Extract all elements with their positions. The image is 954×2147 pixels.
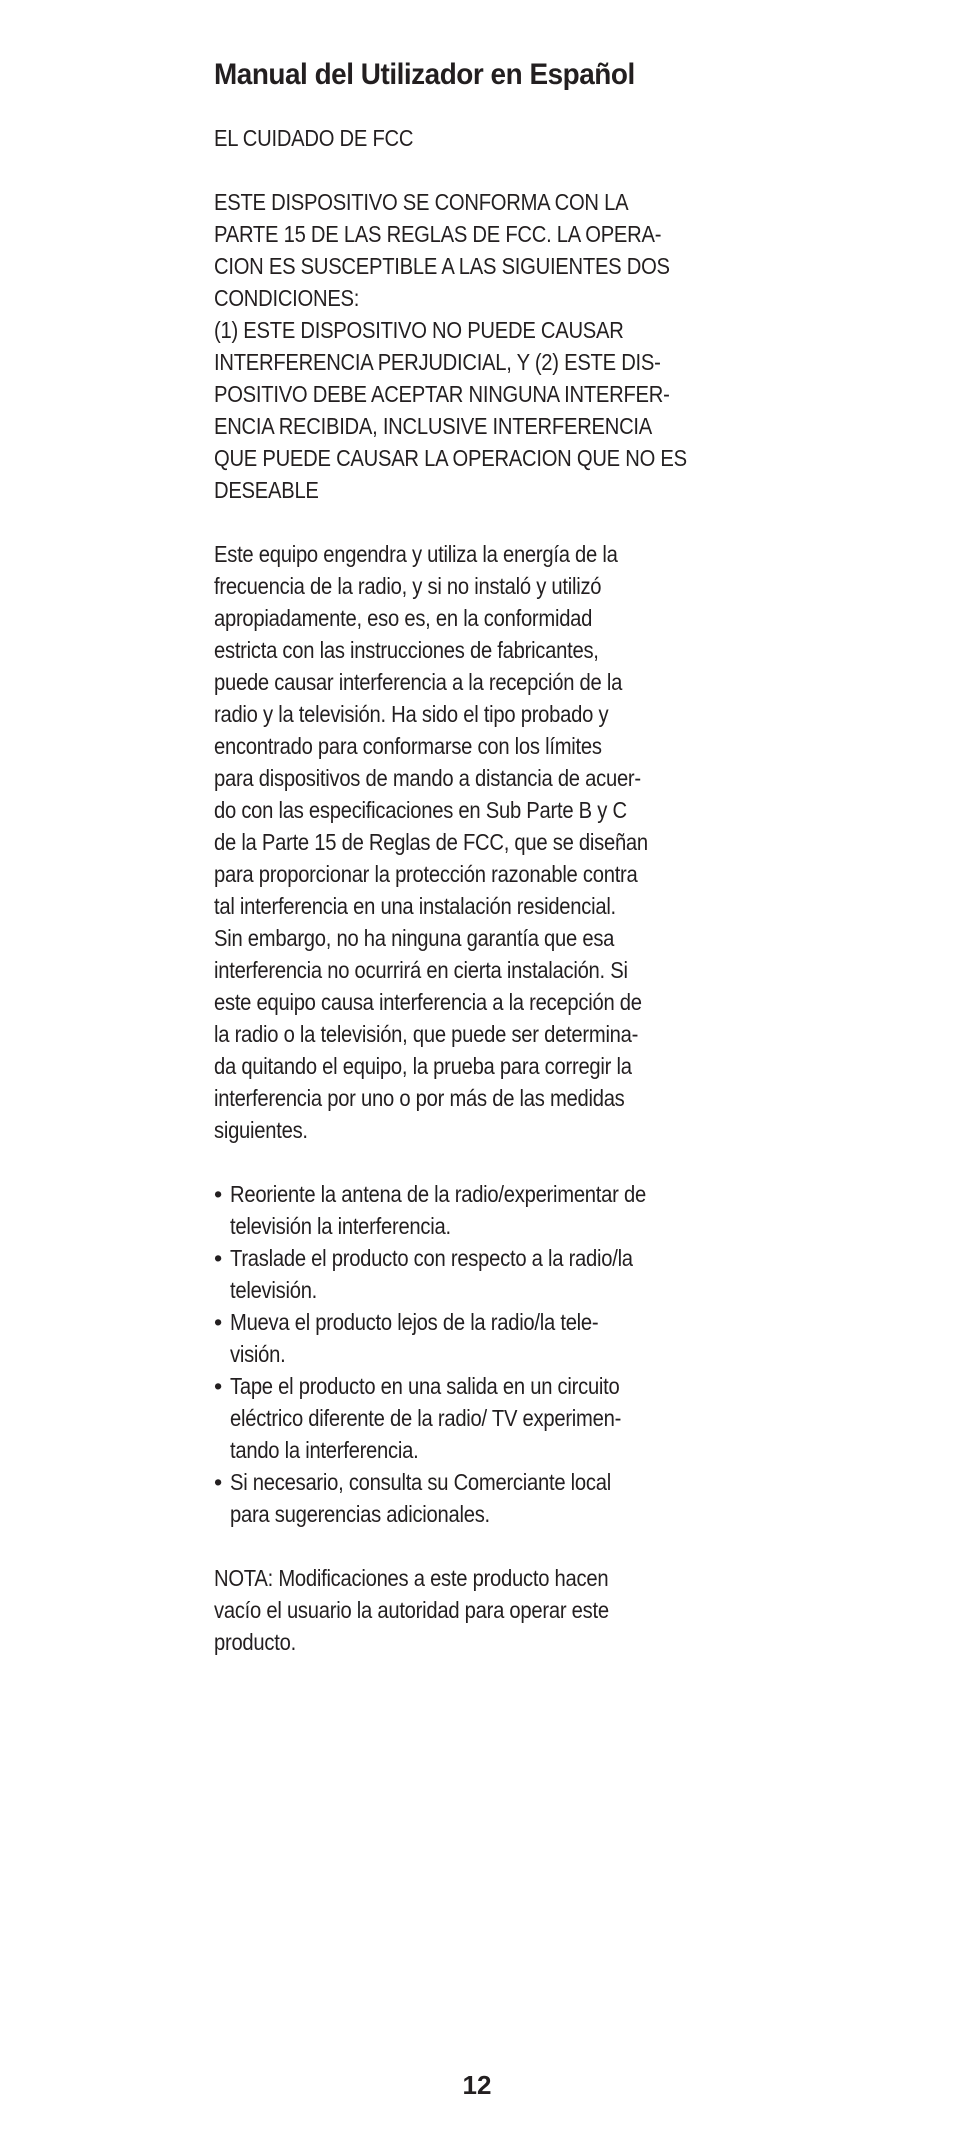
paragraph-line: siguientes.: [214, 1117, 308, 1143]
list-item: [214, 1466, 774, 1530]
fcc-statement-line: DESEABLE: [214, 477, 319, 503]
list-item-line: televisión la interferencia.: [230, 1213, 451, 1239]
paragraph-line: la radio o la televisión, que puede ser determina-: [214, 1021, 639, 1047]
paragraph-line: frecuencia de la radio, y si no instaló y utilizó: [214, 573, 602, 599]
note-line: producto.: [214, 1629, 296, 1655]
list-item-line: Tape el producto en una salida en un circuito: [230, 1373, 620, 1399]
section-heading: [214, 122, 774, 154]
paragraph-line: da quitando el equipo, la prueba para corregir la: [214, 1053, 632, 1079]
list-item-line: eléctrico diferente de la radio/ TV experimen-: [230, 1405, 622, 1431]
paragraph-line: para proporcionar la protección razonable contra: [214, 861, 638, 887]
fcc-statement-line: ESTE DISPOSITIVO SE CONFORMA CON LA: [214, 189, 629, 215]
list-item-line: Reoriente la antena de la radio/experimentar de: [230, 1181, 646, 1207]
paragraph-line: do con las especificaciones en Sub Parte B y C: [214, 797, 627, 823]
fcc-statement-line: ENCIA RECIBIDA, INCLUSIVE INTERFERENCIA: [214, 413, 653, 439]
note-line: NOTA: Modificaciones a este producto hacen: [214, 1565, 609, 1591]
paragraph-line: apropiadamente, eso es, en la conformidad: [214, 605, 593, 631]
remedy-list: [214, 1178, 774, 1530]
list-item: [214, 1370, 774, 1466]
page-number: 12: [462, 2070, 492, 2100]
fcc-statement-line: CONDICIONES:: [214, 285, 360, 311]
paragraph-line: Este equipo engendra y utiliza la energía de la: [214, 541, 618, 567]
list-item: [214, 1306, 774, 1370]
paragraph-line: Sin embargo, no ha ninguna garantía que esa: [214, 925, 615, 951]
list-item-line: televisión.: [230, 1277, 318, 1303]
bullet-icon: •: [214, 1245, 222, 1271]
paragraph-line: interferencia no ocurrirá en cierta instalación. Si: [214, 957, 628, 983]
interference-paragraph: [214, 538, 774, 1146]
paragraph-line: para dispositivos de mando a distancia de acuer-: [214, 765, 641, 791]
fcc-statement-line: CION ES SUSCEPTIBLE A LAS SIGUIENTES DOS: [214, 253, 670, 279]
bullet-icon: •: [214, 1469, 222, 1495]
fcc-statement-line: PARTE 15 DE LAS REGLAS DE FCC. LA OPERA-: [214, 221, 662, 247]
paragraph-line: tal interferencia en una instalación residencial.: [214, 893, 616, 919]
list-item-line: Traslade el producto con respecto a la radio/la: [230, 1245, 633, 1271]
paragraph-line: puede causar interferencia a la recepción de la: [214, 669, 623, 695]
list-item-line: visión.: [230, 1341, 286, 1367]
paragraph-line: este equipo causa interferencia a la recepción de: [214, 989, 642, 1015]
list-item: [214, 1242, 774, 1306]
section-heading-text: EL CUIDADO DE FCC: [214, 125, 414, 151]
paragraph-line: interferencia por uno o por más de las medidas: [214, 1085, 625, 1111]
paragraph-line: radio y la televisión. Ha sido el tipo probado y: [214, 701, 609, 727]
bullet-icon: •: [214, 1181, 222, 1207]
fcc-statement-line: (1) ESTE DISPOSITIVO NO PUEDE CAUSAR: [214, 317, 624, 343]
fcc-statement: [214, 186, 774, 506]
page-title: Manual del Utilizador en Español: [214, 58, 635, 91]
fcc-statement-line: INTERFERENCIA PERJUDICIAL, Y (2) ESTE DIS-: [214, 349, 661, 375]
list-item-line: para sugerencias adicionales.: [230, 1501, 490, 1527]
fcc-statement-line: QUE PUEDE CAUSAR LA OPERACION QUE NO ES: [214, 445, 687, 471]
manual-page: [214, 56, 774, 1690]
list-item: [214, 1178, 774, 1242]
bullet-icon: •: [214, 1309, 222, 1335]
list-item-line: Si necesario, consulta su Comerciante local: [230, 1469, 611, 1495]
paragraph-line: encontrado para conformarse con los límites: [214, 733, 602, 759]
bullet-icon: •: [214, 1373, 222, 1399]
fcc-statement-line: POSITIVO DEBE ACEPTAR NINGUNA INTERFER-: [214, 381, 670, 407]
paragraph-line: de la Parte 15 de Reglas de FCC, que se diseñan: [214, 829, 648, 855]
paragraph-line: estricta con las instrucciones de fabricantes,: [214, 637, 599, 663]
note-line: vacío el usuario la autoridad para operar este: [214, 1597, 609, 1623]
note-paragraph: [214, 1562, 774, 1658]
list-item-line: Mueva el producto lejos de la radio/la tele-: [230, 1309, 599, 1335]
list-item-line: tando la interferencia.: [230, 1437, 419, 1463]
